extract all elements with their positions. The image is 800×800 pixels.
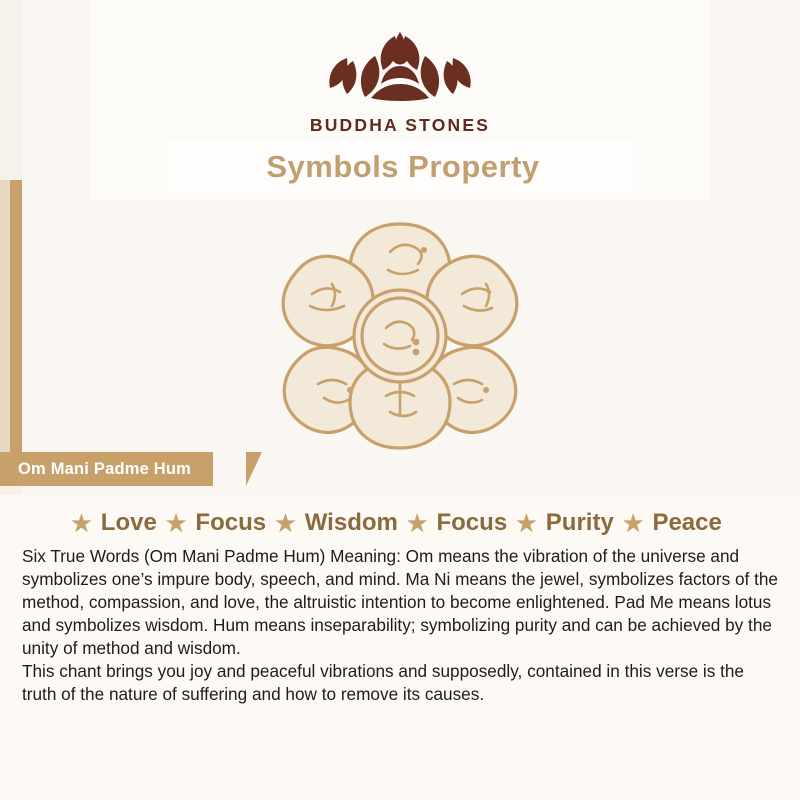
keyword-item: Love [100,509,157,536]
keyword-list [0,495,800,537]
ribbon-label-text: Om Mani Padme Hum [18,459,192,478]
brand-logo [0,18,800,136]
description-section [0,495,800,800]
description-text [22,545,780,706]
keyword-item: Purity [545,509,614,536]
star-icon: ★ [406,509,428,536]
keyword-item: Wisdom [304,509,398,536]
lotus-meditation-figure-icon [295,18,505,113]
star-icon: ★ [516,509,537,536]
brand-name: BUDDHA STONES [309,115,491,135]
keyword-item: Focus [195,509,267,536]
page-title: Symbols Property [266,149,540,184]
description-paragraph: This chant brings you joy and peaceful vibrations and supposedly, contained in this verse is the truth of the nature of suffering and how to remove its causes. [22,661,744,705]
description-paragraph: Six True Words (Om Mani Padme Hum) Meaning: Om means the vibration of the universe and symbolizes one’s impure body, speech, and mind. Ma Ni means the jewel, symbolizes factors of the method, compassion, and love, the altruistic intention to become enlightened. Pad Me means lotus and symbolizes wisdom. Hum means inseparability; symbolizing purity and can be achieved by the unity of method and wisdom. [22,546,778,658]
mandala-illustration [0,208,800,463]
star-icon: ★ [622,509,644,536]
star-icon: ★ [71,509,92,536]
star-icon: ★ [165,509,187,536]
ribbon-label [0,452,213,486]
title-bar [168,140,638,194]
star-icon: ★ [275,509,296,536]
om-mani-padme-hum-lotus-mandala-icon [240,208,560,463]
keyword-item: Focus [436,509,508,536]
keyword-item: Peace [652,509,722,536]
ribbon-tail [246,452,262,486]
